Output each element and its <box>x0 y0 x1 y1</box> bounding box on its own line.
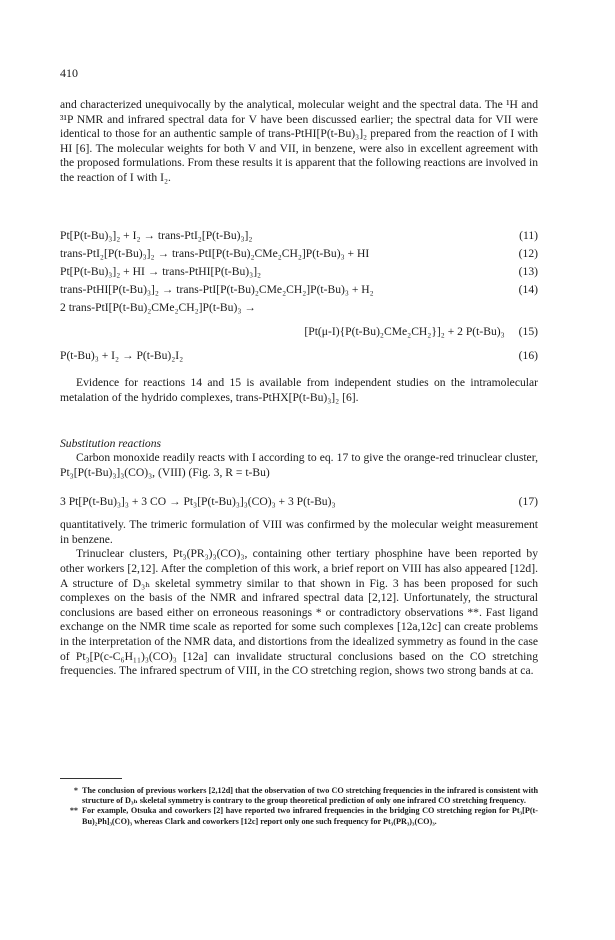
equation-14 <box>60 282 538 300</box>
equation-text: [Pt(μ-I){P(t-Bu)₂CMe₂CH₂}]₂ + 2 P(t-Bu)₃ <box>304 325 505 338</box>
section-substitution <box>60 436 538 679</box>
section-heading: Substitution reactions <box>60 437 162 450</box>
equation-number: (11) <box>519 229 538 242</box>
paragraph-5: Trinuclear clusters, Pt₃(PR₃)₃(CO)₃, containing other tertiary phosphine have been reported by other workers [2,12]. After the completion of this work, a brief report on VIII has also appeared [12d]. A structure of D₃ₕ skeletal symmetry similar to that shown in Fig. 3 has been proposed for such complexes on the basis of the NMR and infrared spectral data [2,12]. Unfortunately, the structural conclusions are based either on erroneous reasonings * or contradictory observations **. Fast ligand exchange on the NMR time scale as reported for some such complexes [12a,12c] can create problems in the interpretation of the NMR data, and distortions from the idealized symmetry as found in the case of Pt₃[P(c-C₆H₁₁)₃(CO)₃ [12a] can invalidate structural conclusions based on the CO stretching frequencies. The infrared spectrum of VIII, in the CO stretching region, shows two strong bands at ca. <box>60 547 538 678</box>
equation-number: (12) <box>518 247 538 260</box>
equation-text: P(t-Bu)₃ + I₂ → P(t-Bu)₂I₂ <box>60 349 184 362</box>
footnotes <box>60 786 538 827</box>
equation-number: (14) <box>518 283 538 296</box>
equation-15-left <box>60 300 538 318</box>
footnote-text: The conclusion of previous workers [2,12d] that the observation of two CO stretching frequencies in the infrared is consistent with structure of D₃ₕ skeletal symmetry is contrary to the group theoretical prediction of only one infrared CO stretching frequency. <box>82 786 538 806</box>
equation-15 <box>60 324 538 342</box>
equation-16 <box>60 348 538 366</box>
equation-block <box>60 228 538 366</box>
footnote-2 <box>60 806 538 826</box>
paragraph-1: and characterized unequivocally by the analytical, molecular weight and the spectral data. The ¹H and ³¹P NMR and infrared spectral data for V have been discussed earlier; the spectral data for VII were identical to those for an authentic sample of trans-PtHI[P(t-Bu)₃]₂ prepared from the reaction of I with HI [6]. The molecular weights for both V and VII, in benzene, were also in excellent agreement with the proposed formulations. From these results it is apparent that the following reactions are involved in the reaction of I with I₂. <box>60 98 538 184</box>
equation-text: Pt[P(t-Bu)₃]₂ + I₂ → trans-PtI₂[P(t-Bu)₃]₂ <box>60 229 253 242</box>
equation-text: 3 Pt[P(t-Bu)₃]₃ + 3 CO → Pt₃[P(t-Bu)₃]₃(CO)₃ + 3 P(t-Bu)₃ <box>60 495 336 509</box>
equation-text: Pt[P(t-Bu)₃]₂ + HI → trans-PtHI[P(t-Bu)₃]₂ <box>60 265 262 278</box>
equation-text: trans-PtI₂[P(t-Bu)₃]₂ → trans-PtI[P(t-Bu)₂CMe₂CH₂]P(t-Bu)₃ + HI <box>60 247 370 260</box>
paragraph-evidence <box>60 376 538 405</box>
equation-number: (13) <box>518 265 538 278</box>
page-number: 410 <box>60 66 78 80</box>
equation-text: trans-PtHI[P(t-Bu)₃]₂ → trans-PtI[P(t-Bu)₂CMe₂CH₂]P(t-Bu)₃ + H₂ <box>60 283 374 296</box>
paragraph-2: Evidence for reactions 14 and 15 is available from independent studies on the intramolecular metalation of the hydrido complexes, trans-PtHX[P(t-Bu)₃]₂ [6]. <box>60 376 538 404</box>
footnote-mark: ** <box>69 806 78 816</box>
paragraph-results <box>60 98 538 186</box>
equation-12 <box>60 246 538 264</box>
equation-number: (17) <box>518 495 538 509</box>
equation-number: (16) <box>518 349 538 362</box>
paragraph-3: Carbon monoxide readily reacts with I according to eq. 17 to give the orange-red trinuclear cluster, Pt₃[P(t-Bu)₃]₃(CO)₃, (VIII) (Fig. 3, R = t-Bu) <box>60 451 538 479</box>
equation-17 <box>60 494 538 512</box>
footnote-mark: * <box>73 786 78 795</box>
footnote-rule <box>60 778 122 779</box>
paragraph-4: quantitatively. The trimeric formulation of VIII was confirmed by the molecular weight measurement in benzene. <box>60 518 538 546</box>
equation-text: 2 trans-PtI[P(t-Bu)₂CMe₂CH₂]P(t-Bu)₃ → <box>60 301 256 314</box>
equation-11 <box>60 228 538 246</box>
equation-13 <box>60 264 538 282</box>
equation-number: (15) <box>518 325 538 338</box>
footnote-text: For example, Otsuka and coworkers [2] have reported two infrared frequencies in the bridging CO stretching region for Pt₃[P(t-Bu)₂Ph]₃(CO)₃ whereas Clark and coworkers [12c] report only one such frequency for Pt₃(PR₃)₃(CO)₃. <box>82 806 538 826</box>
footnote-1 <box>60 786 538 806</box>
